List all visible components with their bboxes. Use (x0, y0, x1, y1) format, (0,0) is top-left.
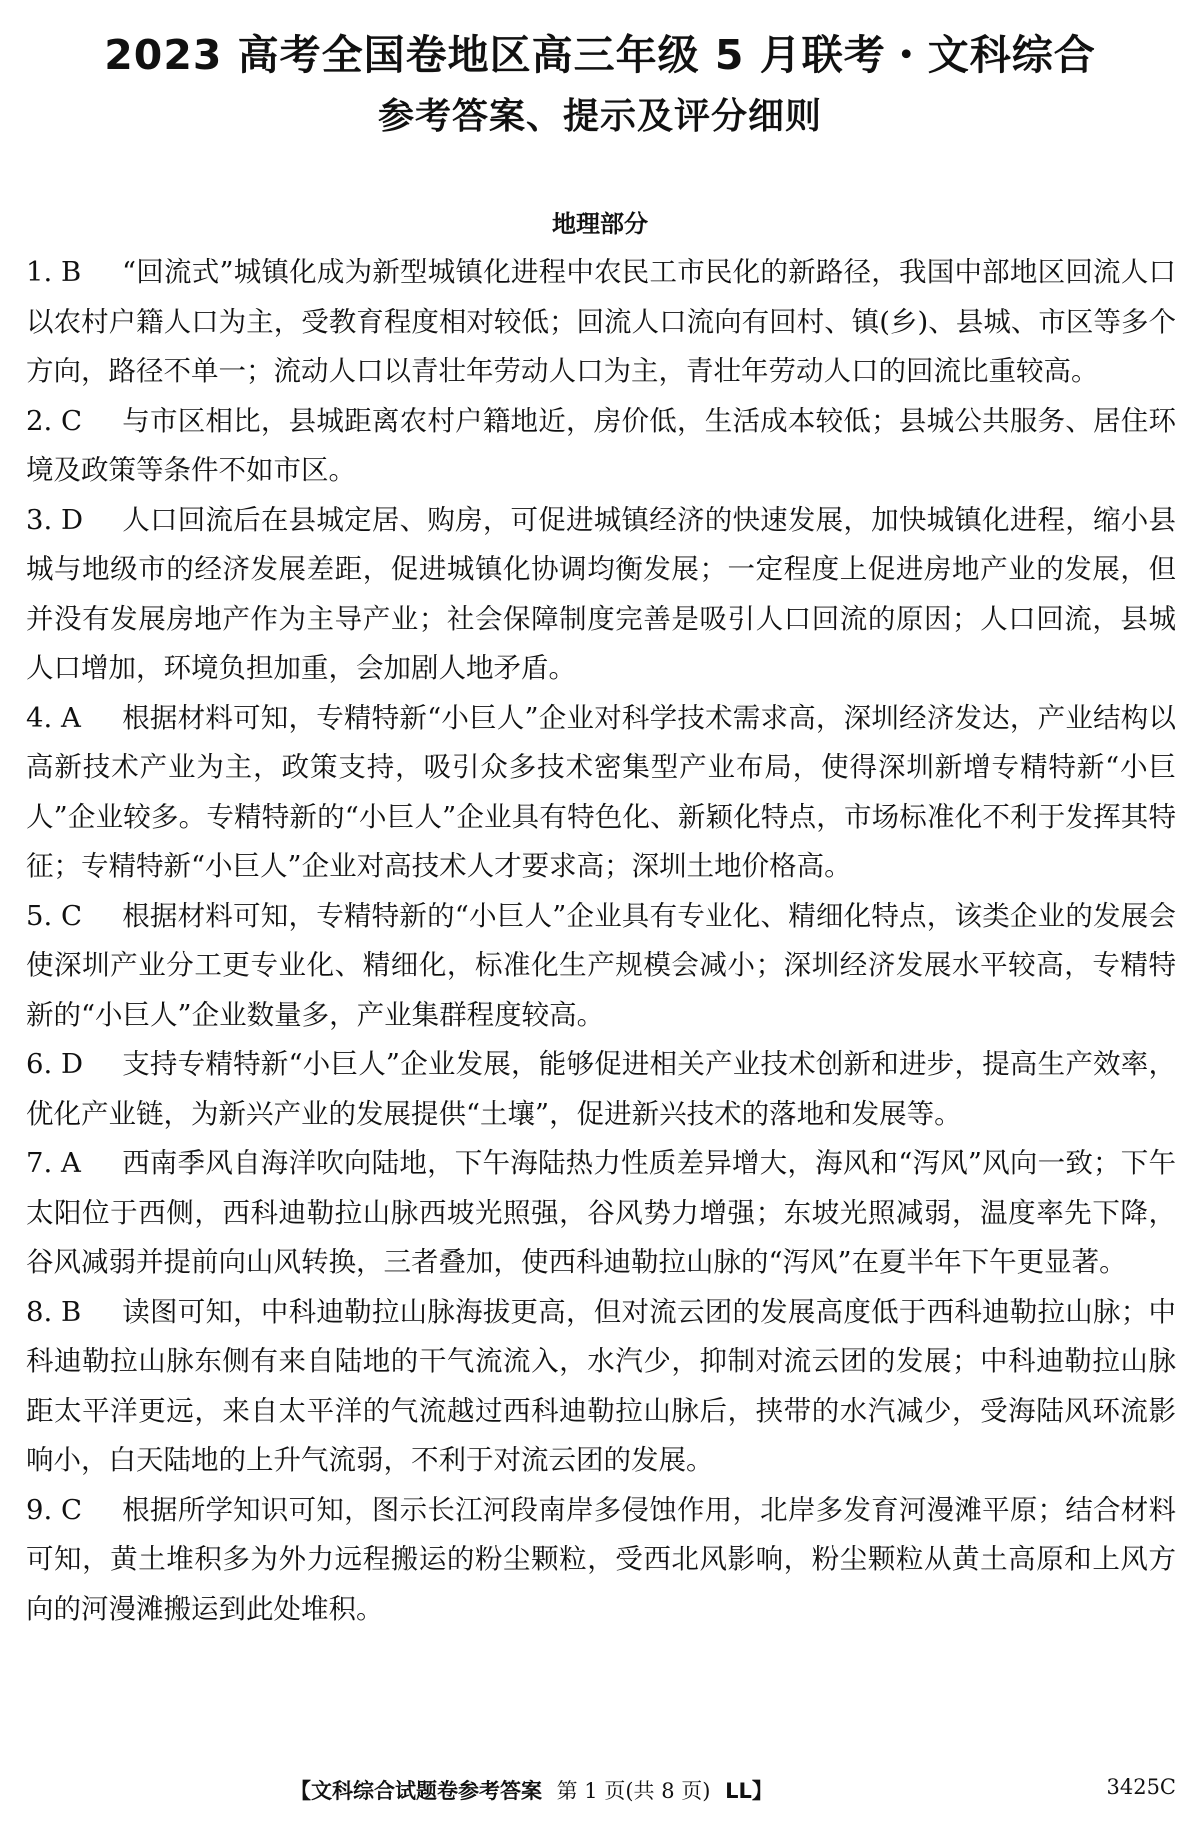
answer-number: 5. C (26, 899, 83, 932)
answer-item (26, 1486, 1176, 1635)
document-subtitle: 参考答案、提示及评分细则 (377, 96, 822, 137)
answer-text: 根据所学知识可知，图示长江河段南岸多侵蚀作用，北岸多发育河漫滩平原；结合材料可知，黄土堆积多为外力远程搬运的粉尘颗粒，受西北风影响，粉尘颗粒从黄土高原和上风方向的河漫滩搬运到此处堆积。 (26, 1493, 1176, 1625)
answer-item (26, 397, 1176, 496)
answer-number: 9. C (26, 1493, 83, 1526)
answer-text: 读图可知，中科迪勒拉山脉海拔更高，但对流云团的发展高度低于西科迪勒拉山脉；中科迪勒拉山脉东侧有来自陆地的干气流流入，水汽少，抑制对流云团的发展；中科迪勒拉山脉距太平洋更远，来自太平洋的气流越过西科迪勒拉山脉后，挟带的水汽减少，受海陆风环流影响小，白天陆地的上升气流弱，不利于对流云团的发展。 (26, 1295, 1176, 1476)
answer-item (26, 1139, 1176, 1288)
section-title: 地理部分 (552, 210, 648, 238)
answer-number: 6. D (26, 1048, 84, 1080)
answer-text: 与市区相比，县城距离农村户籍地近，房价低，生活成本较低；县城公共服务、居住环境及政策等条件不如市区。 (26, 404, 1176, 486)
page-footer (0, 1775, 1200, 1809)
answer-item (26, 248, 1176, 397)
answer-text: 人口回流后在县城定居、购房，可促进城镇经济的快速发展，加快城镇化进程，缩小县城与地级市的经济发展差距，促进城镇化协调均衡发展；一定程度上促进房地产业的发展，但并没有发展房地产作为主导产业；社会保障制度完善是吸引人口回流的原因；人口回流，县城人口增加，环境负担加重，会加剧人地矛盾。 (26, 503, 1176, 684)
answer-item (26, 1040, 1176, 1139)
footer-doc-name: 文科综合试题卷参考答案 (311, 1779, 542, 1803)
answer-number: 4. A (26, 701, 81, 734)
answer-item (26, 694, 1176, 892)
footer-right-bracket: 】 (751, 1779, 773, 1803)
answer-number: 8. B (26, 1295, 82, 1328)
answer-item (26, 892, 1176, 1041)
footer-label (290, 1775, 773, 1805)
answer-number: 7. A (26, 1147, 81, 1179)
answer-text: 根据材料可知，专精特新“小巨人”企业对科学技术需求高，深圳经济发达，产业结构以高新技术产业为主，政策支持，吸引众多技术密集型产业布局，使得深圳新增专精特新“小巨人”企业较多。专精特新的“小巨人”企业具有特色化、新颖化特点，市场标准化不利于发挥其特征；专精特新“小巨人”企业对高技术人才要求高；深圳土地价格高。 (26, 701, 1176, 882)
answer-text: “回流式”城镇化成为新型城镇化进程中农民工市民化的新路径，我国中部地区回流人口以农村户籍人口为主，受教育程度相对较低；回流人口流向有回村、镇(乡)、县城、市区等多个方向，路径不单一；流动人口以青壮年劳动人口为主，青壮年劳动人口的回流比重较高。 (26, 256, 1176, 387)
answer-number: 3. D (26, 503, 84, 536)
footer-code: 3425C (1106, 1775, 1176, 1799)
document-title: 2023 高考全国卷地区高三年级 5 月联考・文科综合 (104, 31, 1096, 79)
footer-left-bracket: 【 (290, 1779, 311, 1803)
answer-text: 根据材料可知，专精特新的“小巨人”企业具有专业化、精细化特点，该类企业的发展会使深圳产业分工更专业化、精细化，标准化生产规模会减小；深圳经济发展水平较高，专精特新的“小巨人”企业数量多，产业集群程度较高。 (26, 899, 1176, 1031)
answer-number: 2. C (26, 404, 83, 437)
footer-tag: LL (725, 1779, 752, 1803)
answer-text: 西南季风自海洋吹向陆地，下午海陆热力性质差异增大，海风和“泻风”风向一致；下午太阳位于西侧，西科迪勒拉山脉西坡光照强，谷风势力增强；东坡光照减弱，温度率先下降，谷风减弱并提前向山风转换，三者叠加，使西科迪勒拉山脉的“泻风”在夏半年下午更显著。 (26, 1147, 1176, 1278)
answer-text: 支持专精特新“小巨人”企业发展，能够促进相关产业技术创新和进步，提高生产效率，优化产业链，为新兴产业的发展提供“土壤”，促进新兴技术的落地和发展等。 (26, 1048, 1176, 1130)
answer-item (26, 496, 1176, 694)
answer-item (26, 1288, 1176, 1486)
answer-list (26, 248, 1176, 1634)
footer-page-info: 第 1 页(共 8 页) (556, 1779, 711, 1803)
answer-number: 1. B (26, 256, 82, 288)
